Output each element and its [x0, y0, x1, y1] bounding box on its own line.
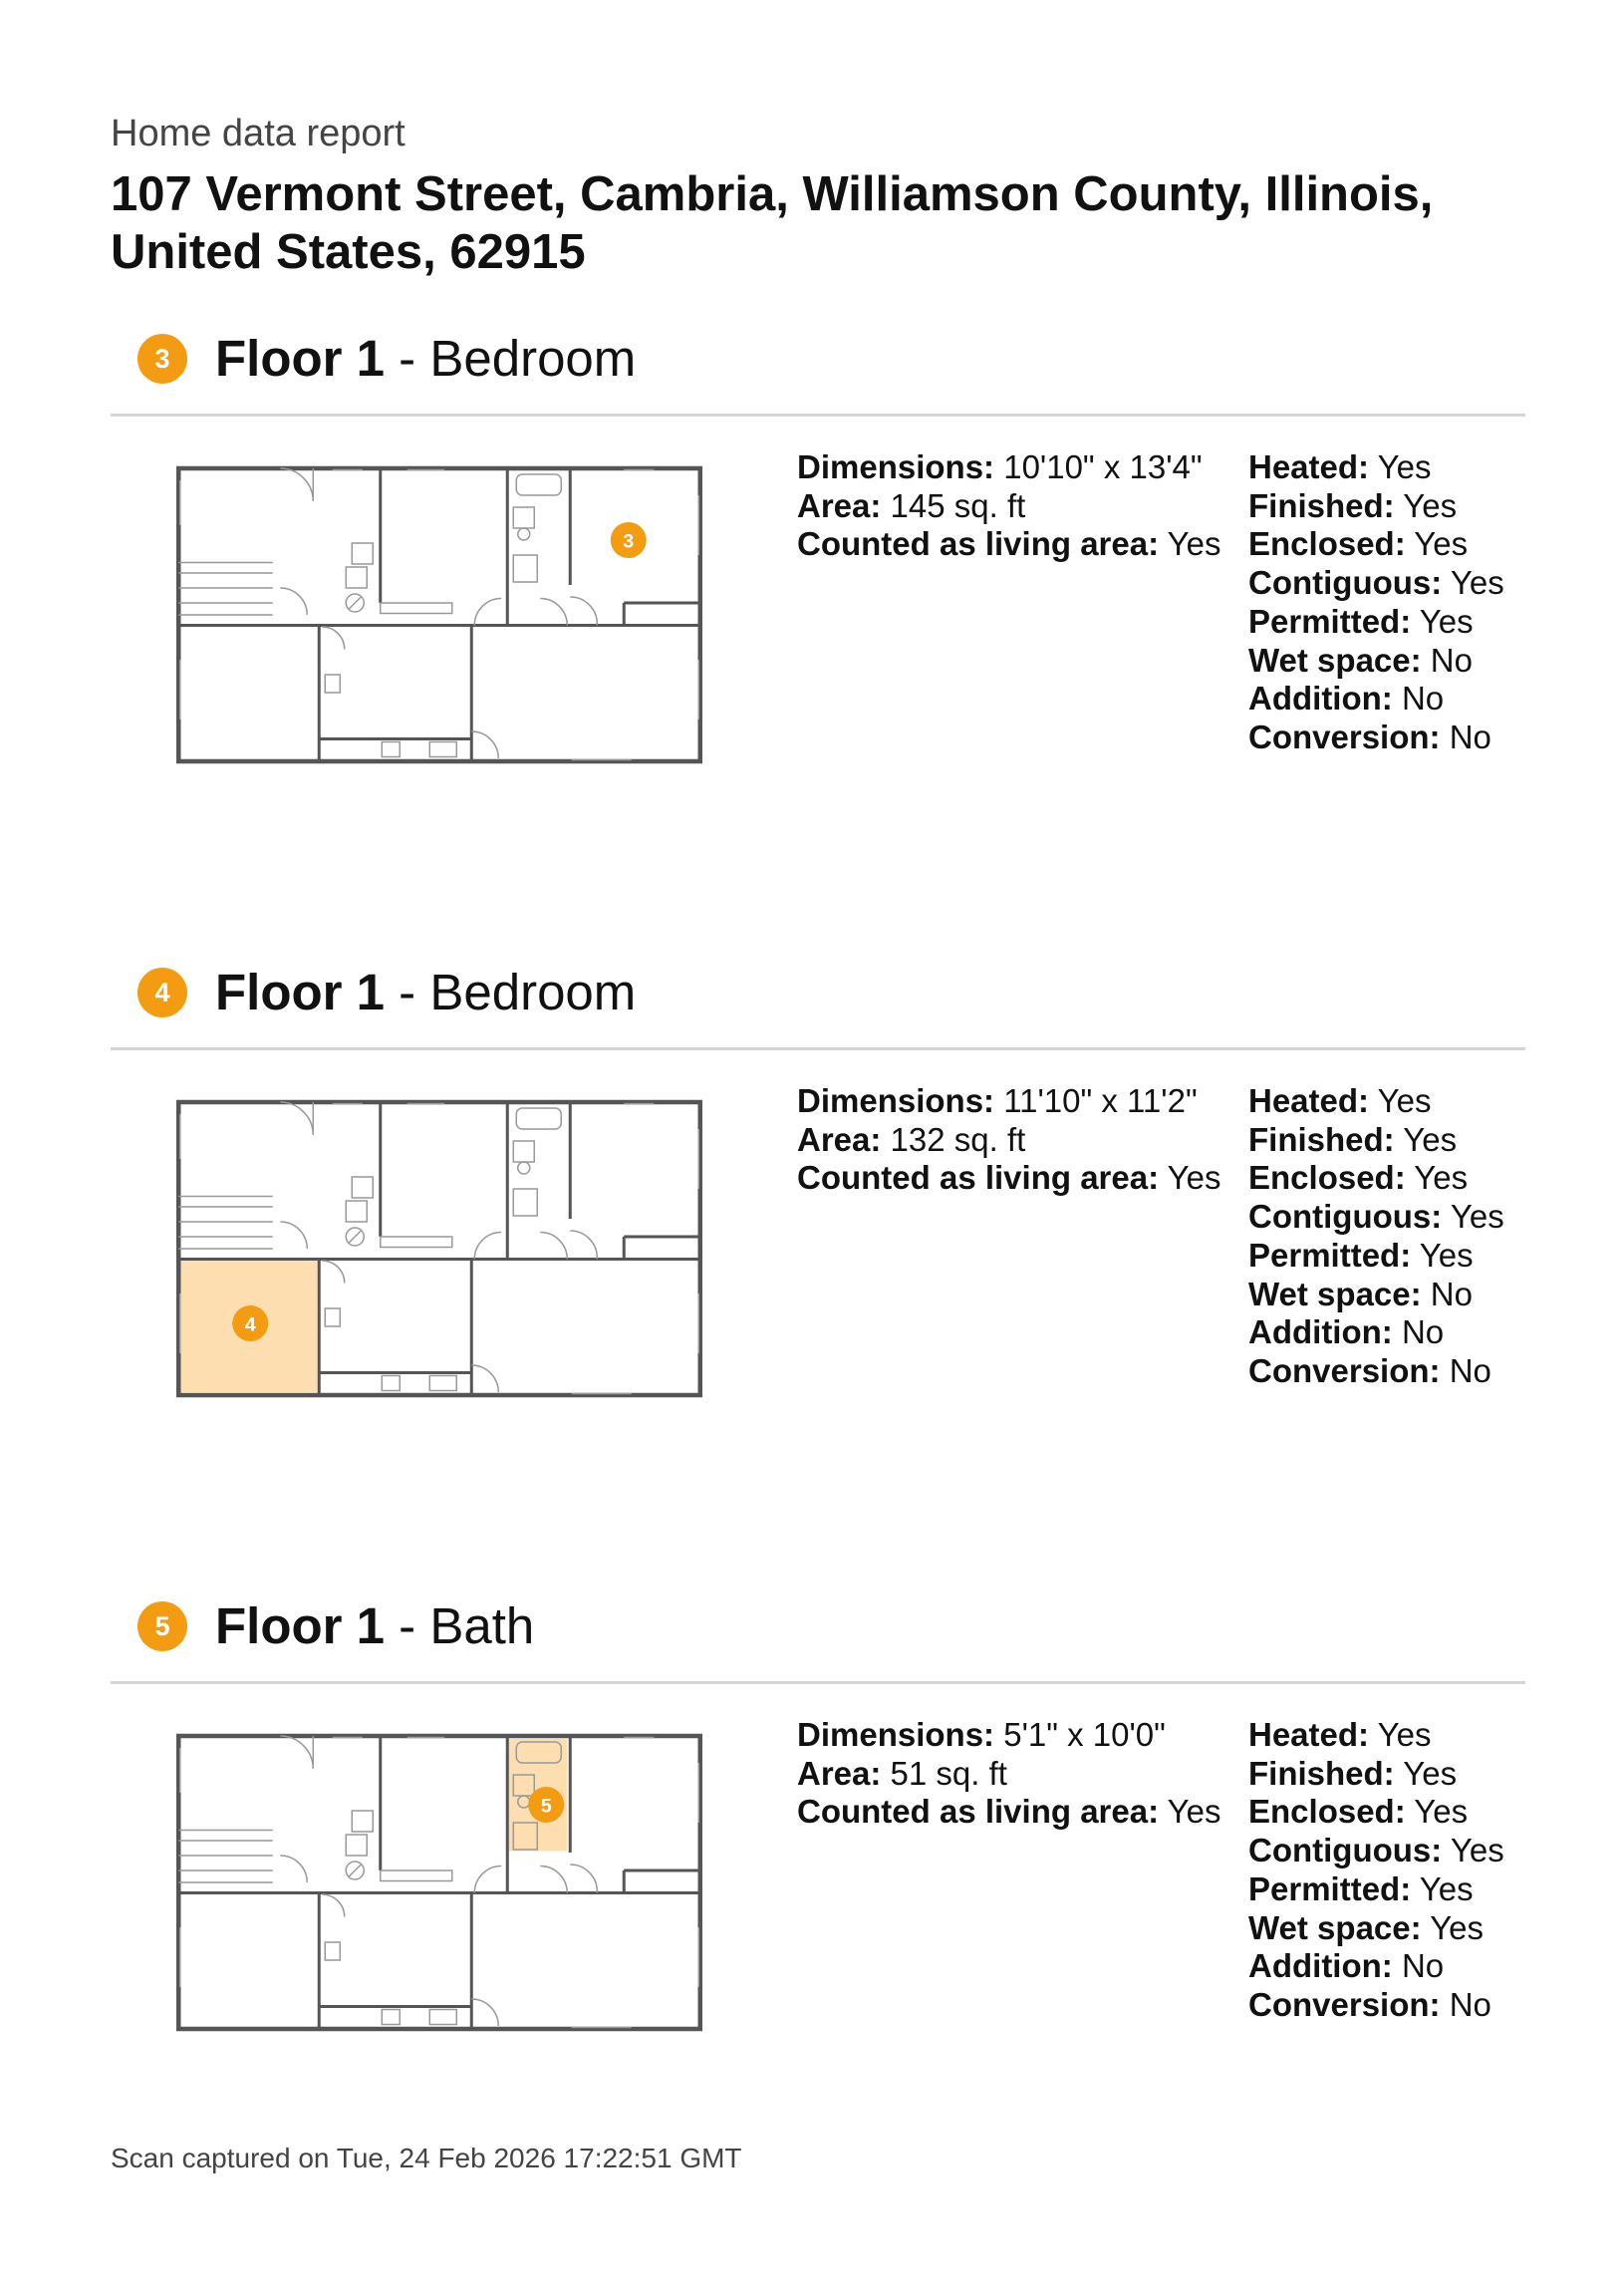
property-label: Conversion: — [1248, 1985, 1441, 2023]
property-value: No — [1449, 1985, 1491, 2023]
property-label: Permitted: — [1248, 1236, 1412, 1274]
room-attribute — [1248, 1947, 1504, 1986]
fixtures — [178, 468, 698, 760]
property-label: Addition: — [1248, 1313, 1393, 1351]
room-attribute — [1248, 718, 1504, 757]
property-value: No — [1401, 1947, 1445, 1985]
room-marker-label: 4 — [244, 1313, 256, 1336]
property-label: Enclosed: — [1248, 525, 1406, 563]
room-attributes — [1248, 448, 1504, 757]
room-title — [215, 1596, 534, 1656]
floor-plan-svg — [175, 1099, 703, 1398]
property-label: Dimensions: — [797, 448, 995, 485]
property-label: Heated: — [1248, 1716, 1370, 1753]
room-attribute — [1248, 1198, 1504, 1237]
property-value: 5'1" x 10'0" — [1003, 1716, 1166, 1753]
property-label: Finished: — [1248, 1120, 1395, 1158]
property-label: Heated: — [1248, 448, 1370, 485]
property-value: No — [1449, 718, 1491, 755]
property-label: Dimensions: — [797, 1082, 995, 1119]
room-attribute — [1248, 1755, 1504, 1794]
title-separator: - — [385, 964, 430, 1020]
room-number-badge: 4 — [137, 968, 187, 1017]
section-divider — [111, 414, 1525, 417]
property-value: Yes — [1167, 1159, 1221, 1197]
room-section — [0, 963, 1623, 1590]
room-attribute — [1248, 487, 1504, 526]
room-name: Bath — [429, 1597, 535, 1654]
room-detail — [797, 448, 1221, 487]
property-label: Area: — [797, 1754, 882, 1792]
room-attribute — [1248, 1716, 1504, 1755]
property-label: Counted as living area: — [797, 1159, 1160, 1197]
room-attribute — [1248, 1237, 1504, 1276]
room-heading — [137, 329, 636, 389]
room-attributes — [1248, 1082, 1504, 1391]
room-attribute — [1248, 1276, 1504, 1314]
room-detail — [797, 1082, 1221, 1121]
property-label: Conversion: — [1248, 1351, 1441, 1389]
room-attribute — [1248, 1986, 1504, 2025]
report-header — [111, 108, 1525, 281]
property-value: 10'10" x 13'4" — [1003, 448, 1203, 485]
property-value: Yes — [1419, 1236, 1474, 1274]
room-attribute — [1248, 1832, 1504, 1870]
room-name: Bedroom — [429, 330, 637, 387]
property-value: Yes — [1450, 564, 1504, 602]
property-label: Counted as living area: — [797, 1793, 1160, 1831]
property-label: Counted as living area: — [797, 525, 1160, 563]
title-separator: - — [385, 330, 430, 387]
property-value: Yes — [1450, 1832, 1504, 1869]
floor-plan — [175, 1733, 703, 2032]
room-detail — [797, 1159, 1221, 1198]
property-value: Yes — [1403, 1754, 1458, 1792]
property-label: Addition: — [1248, 680, 1393, 718]
room-attribute — [1248, 680, 1504, 718]
property-value: Yes — [1430, 1908, 1485, 1946]
room-details — [797, 448, 1221, 564]
property-label: Finished: — [1248, 1754, 1395, 1792]
property-address: 107 Vermont Street, Cambria, Williamson County, Illinois, United States, 62915 — [111, 167, 1434, 279]
property-label: Area: — [797, 486, 882, 524]
property-label: Conversion: — [1248, 718, 1441, 755]
floor-plan — [175, 1099, 703, 1398]
room-attributes — [1248, 1716, 1504, 2025]
property-label: Enclosed: — [1248, 1793, 1406, 1831]
floor-plan-svg — [175, 1733, 703, 2032]
room-detail — [797, 487, 1221, 526]
room-detail — [797, 1716, 1221, 1755]
property-label: Contiguous: — [1248, 1832, 1443, 1869]
property-value: 51 sq. ft — [890, 1754, 1007, 1792]
property-value: Yes — [1419, 602, 1474, 640]
property-label: Contiguous: — [1248, 1198, 1443, 1236]
room-attribute — [1248, 603, 1504, 642]
room-section — [0, 1596, 1623, 2224]
property-value: Yes — [1167, 1793, 1221, 1831]
room-heading — [137, 1596, 534, 1656]
fixtures — [178, 1736, 698, 2028]
room-attribute — [1248, 525, 1504, 564]
property-value: Yes — [1414, 525, 1469, 563]
room-detail — [797, 525, 1221, 564]
property-value: Yes — [1414, 1159, 1469, 1197]
property-value: No — [1449, 1351, 1491, 1389]
room-detail — [797, 1793, 1221, 1832]
room-name: Bedroom — [429, 964, 637, 1020]
room-attribute — [1248, 1909, 1504, 1948]
property-value: Yes — [1377, 1716, 1432, 1753]
property-value: Yes — [1414, 1793, 1469, 1831]
room-attribute — [1248, 1313, 1504, 1352]
scan-timestamp: Scan captured on Tue, 24 Feb 2026 17:22:51 GMT — [111, 2143, 742, 2173]
property-value: Yes — [1167, 525, 1221, 563]
room-title — [215, 963, 636, 1022]
room-floor: Floor 1 — [215, 964, 386, 1020]
property-value: Yes — [1450, 1198, 1504, 1236]
report-subtitle: Home data report — [111, 113, 406, 154]
section-divider — [111, 1047, 1525, 1050]
room-attribute — [1248, 564, 1504, 603]
room-details — [797, 1716, 1221, 1832]
property-label: Permitted: — [1248, 1869, 1412, 1907]
property-label: Area: — [797, 1120, 882, 1158]
property-value: 145 sq. ft — [890, 486, 1026, 524]
room-attribute — [1248, 1082, 1504, 1121]
property-value: No — [1401, 680, 1445, 718]
room-detail — [797, 1121, 1221, 1160]
property-value: Yes — [1377, 1082, 1432, 1119]
room-attribute — [1248, 448, 1504, 487]
room-details — [797, 1082, 1221, 1198]
property-value: No — [1430, 641, 1473, 679]
section-divider — [111, 1681, 1525, 1684]
property-label: Permitted: — [1248, 602, 1412, 640]
property-label: Heated: — [1248, 1082, 1370, 1119]
property-label: Dimensions: — [797, 1716, 995, 1753]
room-marker-label: 3 — [623, 530, 635, 553]
property-label: Enclosed: — [1248, 1159, 1406, 1197]
room-floor: Floor 1 — [215, 1597, 386, 1654]
property-value: 11'10" x 11'2" — [1003, 1082, 1198, 1119]
room-attribute — [1248, 1352, 1504, 1391]
room-heading — [137, 963, 636, 1022]
room-floor: Floor 1 — [215, 330, 386, 387]
room-number-badge: 3 — [137, 334, 187, 384]
floor-plan-svg — [175, 465, 703, 764]
property-value: No — [1401, 1313, 1445, 1351]
property-label: Wet space: — [1248, 1275, 1422, 1312]
property-value: Yes — [1403, 486, 1458, 524]
room-attribute — [1248, 1793, 1504, 1832]
property-label: Addition: — [1248, 1947, 1393, 1985]
property-label: Wet space: — [1248, 1908, 1422, 1946]
property-value: Yes — [1403, 1120, 1458, 1158]
room-attribute — [1248, 1121, 1504, 1160]
room-title — [215, 329, 636, 389]
room-section — [0, 329, 1623, 957]
title-separator: - — [385, 1597, 430, 1654]
room-attribute — [1248, 1159, 1504, 1198]
property-value: Yes — [1377, 448, 1432, 485]
room-detail — [797, 1755, 1221, 1794]
property-label: Finished: — [1248, 486, 1395, 524]
floor-plan — [175, 465, 703, 764]
property-value: No — [1430, 1275, 1473, 1312]
room-number-badge: 5 — [137, 1601, 187, 1651]
property-value: 132 sq. ft — [890, 1120, 1026, 1158]
property-label: Contiguous: — [1248, 564, 1443, 602]
room-attribute — [1248, 642, 1504, 681]
room-marker-label: 5 — [540, 1795, 552, 1818]
property-label: Wet space: — [1248, 641, 1422, 679]
room-attribute — [1248, 1870, 1504, 1909]
property-value: Yes — [1419, 1869, 1474, 1907]
